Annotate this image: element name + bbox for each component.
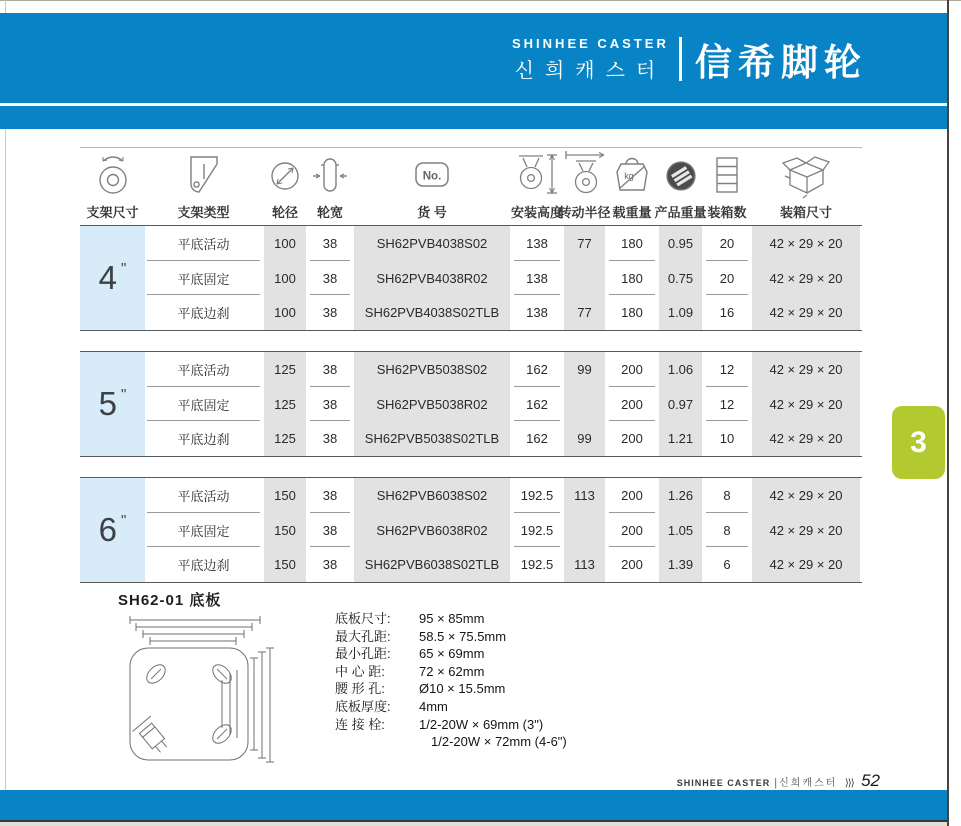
cell-carton-qty: 8 <box>704 478 750 513</box>
carton-stack-icon <box>705 150 749 202</box>
cell-bracket-type: 平底固定 <box>145 387 262 422</box>
cell-bracket-type: 平底边刹 <box>177 306 230 322</box>
column-wheel-width <box>308 478 352 582</box>
spec-value: 1/2-20W × 69mm (3") <box>419 716 544 732</box>
carton-size-icon <box>779 150 833 202</box>
column-header-bracket-type <box>145 150 262 222</box>
cell-mount-height: 192.5 <box>512 478 562 513</box>
spec-label: 底板厚度: <box>335 698 391 714</box>
footer-divider: | <box>774 777 778 789</box>
brand-name-korean: 신희캐스터 <box>514 59 667 82</box>
cell-item-number: SH62PVB6038R02 <box>376 522 488 538</box>
spec-row <box>335 716 567 734</box>
cell-carton-size: 42 × 29 × 20 <box>769 557 843 573</box>
cell-turn-radius: 99 <box>577 361 592 377</box>
column-header-bracket-size <box>80 150 145 222</box>
page-edge-bottom-light <box>0 822 947 826</box>
spec-label: 最小孔距: <box>335 646 391 662</box>
cell-turn-radius <box>564 513 605 548</box>
size-value: 6 <box>98 511 118 548</box>
baseplate-spec-list <box>335 610 567 751</box>
column-mount-height <box>512 352 562 456</box>
cell-item-number: SH62PVB6038S02 <box>376 487 488 503</box>
cell-carton-size: 42 × 29 × 20 <box>769 305 843 321</box>
cell-load-capacity: 200 <box>607 352 657 387</box>
spec-label: 中 心 距: <box>335 663 385 679</box>
bracket-icon <box>182 150 226 202</box>
column-bracket-type <box>145 478 262 582</box>
cell-load-capacity: 180 <box>607 226 657 261</box>
cell-turn-radius <box>564 261 605 296</box>
cell-carton-size: 42 × 29 × 20 <box>769 270 843 286</box>
kg-weight-icon <box>609 150 655 202</box>
cell-mount-height: 162 <box>526 431 548 447</box>
column-label: 轮宽 <box>316 205 343 220</box>
column-label: 装箱尺寸 <box>779 205 832 220</box>
size-group-5-inch <box>80 351 862 457</box>
cell-carton-size: 42 × 29 × 20 <box>769 235 843 251</box>
footer <box>520 771 880 791</box>
cell-turn-radius <box>564 387 605 422</box>
cell-wheel-diameter: 150 <box>274 522 296 538</box>
spec-value: Ø10 × 15.5mm <box>419 681 506 697</box>
wheel-diameter-icon <box>263 150 307 202</box>
column-wheel-width <box>308 226 352 330</box>
column-label: 载重量 <box>612 205 652 220</box>
cell-carton-qty: 8 <box>704 513 750 548</box>
cell-product-weight: 1.09 <box>667 305 694 321</box>
footer-chevrons-icon: ⟩⟩⟩ <box>844 778 854 789</box>
spec-label: 连 接 栓: <box>335 716 385 732</box>
baseplate-title: SH62-01 底板 <box>118 592 222 609</box>
cell-wheel-diameter: 150 <box>274 487 296 503</box>
column-mount-height <box>512 226 562 330</box>
cell-wheel-diameter: 125 <box>274 361 296 377</box>
cell-carton-size: 42 × 29 × 20 <box>769 361 843 377</box>
cell-item-number: SH62PVB5038S02TLB <box>364 431 500 447</box>
column-label: 货 号 <box>417 205 447 220</box>
mount-height-icon <box>514 150 560 202</box>
cell-wheel-width: 38 <box>308 226 352 261</box>
footer-brand-korean: 신희캐스터 <box>779 778 838 789</box>
cell-item-number: SH62PVB4038R02 <box>376 270 488 286</box>
spec-value: 65 × 69mm <box>419 646 485 662</box>
column-item-number <box>352 352 512 456</box>
cell-mount-height: 162 <box>512 352 562 387</box>
inch-mark: " <box>121 259 127 277</box>
cell-product-weight: 1.06 <box>667 361 694 377</box>
column-header-wheel-width <box>308 150 352 222</box>
cell-wheel-width: 38 <box>322 305 338 321</box>
spec-label: 腰 形 孔: <box>335 681 385 697</box>
cell-turn-radius: 99 <box>577 431 592 447</box>
column-carton-qty <box>704 478 750 582</box>
column-header-carton-qty <box>704 150 750 222</box>
column-carton-size <box>750 352 862 456</box>
cell-item-number: SH62PVB5038S02 <box>376 361 488 377</box>
column-label: 装箱数 <box>707 205 747 220</box>
footer-page-number: 52 <box>861 771 880 790</box>
column-label: 转动半径 <box>558 205 611 220</box>
size-group-4-inch <box>80 225 862 331</box>
cell-wheel-width: 38 <box>322 557 338 573</box>
spec-value: 58.5 × 75.5mm <box>419 628 507 644</box>
cell-carton-size: 42 × 29 × 20 <box>769 522 843 538</box>
cell-bracket-type: 平底边刹 <box>177 432 230 448</box>
column-wheel-diameter <box>262 226 308 330</box>
cell-product-weight: 1.05 <box>667 522 694 538</box>
column-header-turn-radius <box>558 150 611 222</box>
column-bracket-type <box>145 352 262 456</box>
spec-row <box>335 645 567 663</box>
spec-row <box>335 663 567 681</box>
size-group-6-inch <box>80 477 862 583</box>
column-wheel-width <box>308 352 352 456</box>
column-carton-size <box>750 226 862 330</box>
cell-product-weight: 1.26 <box>667 487 694 503</box>
header-blue-strip <box>0 106 947 129</box>
column-label: 安装高度 <box>511 205 564 220</box>
cell-bracket-type: 平底活动 <box>145 352 262 387</box>
brand-logo <box>512 32 867 86</box>
column-header-wheel-diameter <box>262 150 308 222</box>
no-badge-text: No. <box>422 170 442 183</box>
cell-wheel-width: 38 <box>308 387 352 422</box>
baseplate-drawing-svg <box>110 610 290 770</box>
footer-brand-english: SHINHEE CASTER <box>676 778 771 788</box>
cell-item-number: SH62PVB4038S02TLB <box>364 305 500 321</box>
turn-radius-icon <box>562 150 608 202</box>
column-bracket-type <box>145 226 262 330</box>
column-product-weight <box>657 352 704 456</box>
cell-turn-radius: 113 <box>574 487 595 503</box>
size-cell <box>80 352 145 456</box>
cell-wheel-diameter: 100 <box>274 235 296 251</box>
column-load-capacity <box>607 352 657 456</box>
column-turn-radius <box>562 226 607 330</box>
column-header-item-number <box>352 150 512 222</box>
cell-load-capacity: 200 <box>607 478 657 513</box>
column-turn-radius <box>562 478 607 582</box>
spec-value: 4mm <box>419 698 448 714</box>
cell-mount-height: 162 <box>512 387 562 422</box>
cell-wheel-width: 38 <box>308 352 352 387</box>
cell-load-capacity: 180 <box>607 261 657 296</box>
spec-row <box>335 610 567 628</box>
cell-bracket-type: 平底活动 <box>145 478 262 513</box>
cell-item-number: SH62PVB4038S02 <box>376 235 488 251</box>
spec-row <box>335 698 567 716</box>
size-cell <box>80 478 145 582</box>
cell-wheel-diameter: 150 <box>274 557 296 573</box>
logo-divider <box>679 37 682 81</box>
cell-product-weight: 1.21 <box>667 431 694 447</box>
spec-row-continued <box>335 733 567 751</box>
cell-carton-size: 42 × 29 × 20 <box>769 487 843 503</box>
page-edge-top <box>0 0 961 1</box>
cell-carton-qty: 20 <box>704 226 750 261</box>
swivel-top-icon <box>91 150 135 202</box>
cell-product-weight: 0.75 <box>667 270 694 286</box>
footer-blue-bar <box>0 790 947 820</box>
cell-item-number: SH62PVB5038R02 <box>376 396 488 412</box>
column-header-mount-height <box>512 150 562 222</box>
column-item-number <box>352 226 512 330</box>
spec-value: 95 × 85mm <box>419 611 485 626</box>
cell-wheel-diameter: 125 <box>274 396 296 412</box>
cell-mount-height: 138 <box>526 305 548 321</box>
column-item-number <box>352 478 512 582</box>
inch-mark: " <box>121 385 127 403</box>
cell-load-capacity: 200 <box>607 513 657 548</box>
column-label: 产品重量 <box>654 205 707 220</box>
cell-turn-radius: 77 <box>577 235 592 251</box>
cell-bracket-type: 平底固定 <box>145 513 262 548</box>
cell-product-weight: 0.97 <box>667 396 694 412</box>
column-product-weight <box>657 478 704 582</box>
brand-logo-left <box>512 36 669 83</box>
column-label: 轮径 <box>271 205 298 220</box>
column-header-product-weight <box>654 150 707 222</box>
spec-row <box>335 680 567 698</box>
brand-name-english: SHINHEE CASTER <box>512 35 669 51</box>
page-edge-right <box>947 0 949 826</box>
spec-value: 72 × 62mm <box>419 663 485 679</box>
column-carton-qty <box>704 352 750 456</box>
cell-mount-height: 138 <box>512 261 562 296</box>
cell-carton-qty: 16 <box>719 305 735 321</box>
brand-name-chinese: 信希脚轮 <box>694 42 867 83</box>
cell-product-weight: 1.39 <box>667 557 694 573</box>
product-weight-icon <box>658 150 704 202</box>
column-mount-height <box>512 478 562 582</box>
cell-carton-qty: 20 <box>704 261 750 296</box>
inch-mark: " <box>121 511 127 529</box>
cell-turn-radius: 77 <box>577 305 592 321</box>
baseplate-technical-drawing <box>110 610 290 775</box>
size-value: 4 <box>98 259 118 296</box>
spec-value: 1/2-20W × 72mm (4-6") <box>431 734 567 750</box>
cell-carton-qty: 6 <box>723 557 731 573</box>
column-load-capacity <box>607 478 657 582</box>
cell-bracket-type: 平底边刹 <box>177 558 230 574</box>
column-carton-qty <box>704 226 750 330</box>
section-tab <box>892 406 945 479</box>
cell-carton-qty: 12 <box>704 352 750 387</box>
cell-load-capacity: 200 <box>621 431 643 447</box>
table-header <box>80 150 862 222</box>
column-wheel-diameter <box>262 478 308 582</box>
cell-mount-height: 192.5 <box>520 557 554 573</box>
cell-wheel-width: 38 <box>322 431 338 447</box>
column-label: 支架尺寸 <box>86 205 139 220</box>
cell-turn-radius: 113 <box>574 557 595 573</box>
no-badge-icon <box>409 150 455 202</box>
kg-badge-text: kg <box>624 171 634 181</box>
cell-wheel-diameter: 125 <box>274 431 296 447</box>
cell-item-number: SH62PVB6038S02TLB <box>364 557 500 573</box>
cell-load-capacity: 200 <box>621 557 643 573</box>
cell-bracket-type: 平底活动 <box>145 226 262 261</box>
cell-wheel-width: 38 <box>308 261 352 296</box>
spec-label: 底板尺寸: <box>335 611 391 626</box>
section-tab-number: 3 <box>910 425 927 459</box>
column-header-carton-size <box>750 150 862 222</box>
cell-carton-size: 42 × 29 × 20 <box>769 431 843 447</box>
cell-bracket-type: 平底固定 <box>145 261 262 296</box>
spec-row <box>335 628 567 646</box>
column-load-capacity <box>607 226 657 330</box>
cell-mount-height: 192.5 <box>512 513 562 548</box>
column-product-weight <box>657 226 704 330</box>
size-value: 5 <box>98 385 118 422</box>
column-turn-radius <box>562 352 607 456</box>
cell-wheel-width: 38 <box>308 478 352 513</box>
cell-wheel-diameter: 100 <box>274 270 296 286</box>
spec-label: 最大孔距: <box>335 628 391 644</box>
cell-load-capacity: 200 <box>607 387 657 422</box>
table-top-rule <box>80 147 862 148</box>
cell-wheel-diameter: 100 <box>274 305 296 321</box>
cell-carton-size: 42 × 29 × 20 <box>769 396 843 412</box>
wheel-width-icon <box>308 150 352 202</box>
cell-carton-qty: 12 <box>704 387 750 422</box>
cell-load-capacity: 180 <box>621 305 643 321</box>
column-label: 支架类型 <box>177 205 230 220</box>
cell-product-weight: 0.95 <box>667 235 694 251</box>
cell-wheel-width: 38 <box>308 513 352 548</box>
cell-mount-height: 138 <box>512 226 562 261</box>
column-carton-size <box>750 478 862 582</box>
column-header-load-capacity <box>607 150 657 222</box>
size-cell <box>80 226 145 330</box>
column-wheel-diameter <box>262 352 308 456</box>
cell-carton-qty: 10 <box>719 431 735 447</box>
